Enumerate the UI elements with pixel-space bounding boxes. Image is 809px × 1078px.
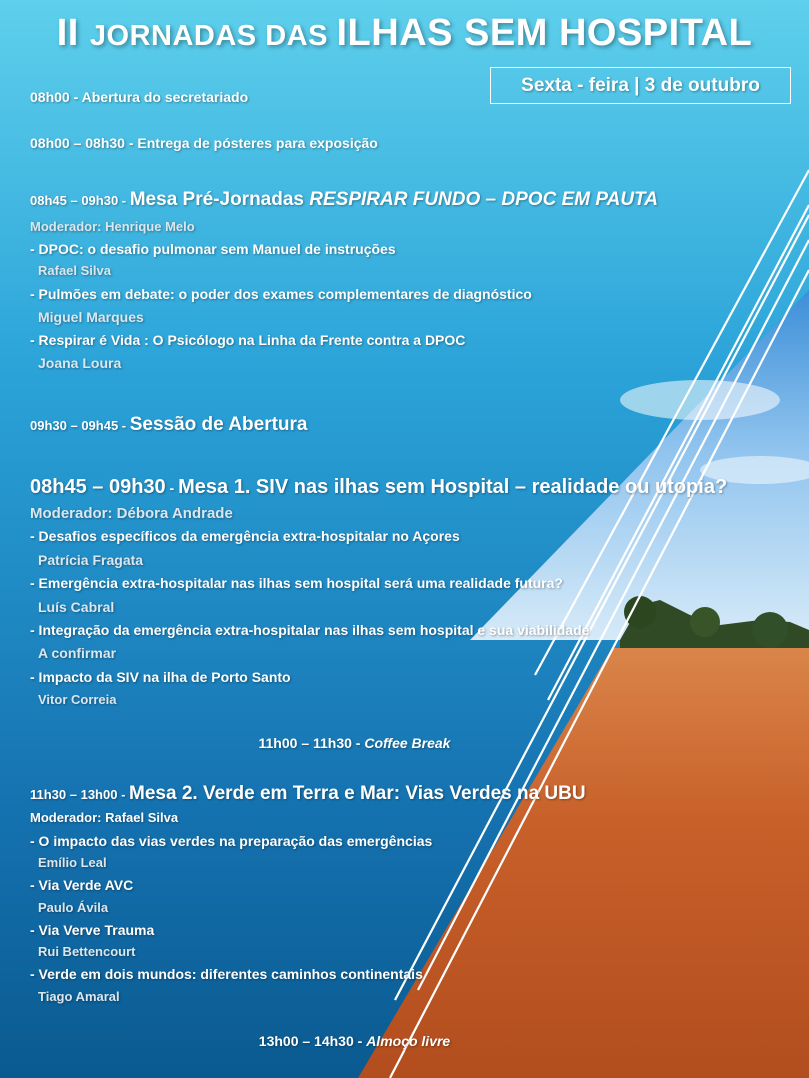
almoco-item: 13h00 – 14h30 - Almoço livre <box>258 1033 451 1049</box>
coffee-break: 11h00 – 11h30 - Coffee Break <box>258 735 451 751</box>
mesa2-talk-4: - Verde em dois mundos: diferentes caminhos continentais <box>30 966 423 982</box>
mesa1-speaker-4: Vitor Correia <box>38 692 117 707</box>
mesa1-talk-1: - Desafios específicos da emergência extra-hospitalar no Açores <box>30 528 460 544</box>
mesa1-speaker-1: Patrícia Fragata <box>38 552 144 568</box>
mesa2-talk-1: - O impacto das vias verdes na preparação das emergências <box>30 833 433 849</box>
event-title: II JORNADAS DAS ILHAS SEM HOSPITAL <box>56 12 753 54</box>
pre-speaker-3: Joana Loura <box>38 355 122 371</box>
mesa1-moderator: Moderador: Débora Andrade <box>30 505 233 522</box>
mesa2-moderator: Moderador: Rafael Silva <box>30 810 179 825</box>
mesa2-speaker-2: Paulo Ávila <box>38 900 109 915</box>
abertura-item: 09h30 – 09h45 - Sessão de Abertura <box>30 414 308 435</box>
mesa1-header: 08h45 – 09h30 - Mesa 1. SIV nas ilhas sem Hospital – realidade ou utopia? <box>30 476 728 498</box>
secretariado-item: 08h00 - Abertura do secretariado <box>30 89 249 105</box>
mesa2-talk-3: - Via Verve Trauma <box>30 922 155 938</box>
date-box: Sexta - feira | 3 de outubro <box>490 67 791 104</box>
pre-moderator: Moderador: Henrique Melo <box>30 219 195 234</box>
mesa1-talk-2: - Emergência extra-hospitalar nas ilhas sem hospital será uma realidade futura? <box>30 575 563 591</box>
pre-speaker-2: Miguel Marques <box>38 309 144 325</box>
mesa2-speaker-4: Tiago Amaral <box>38 989 120 1004</box>
pre-speaker-1: Rafael Silva <box>38 263 111 278</box>
mesa1-speaker-3: A confirmar <box>38 645 117 661</box>
mesa1-talk-4: - Impacto da SIV na ilha de Porto Santo <box>30 669 291 685</box>
mesa2-speaker-1: Emílio Leal <box>38 855 107 870</box>
mesa2-speaker-3: Rui Bettencourt <box>38 944 136 959</box>
pre-talk-3: - Respirar é Vida : O Psicólogo na Linha da Frente contra a DPOC <box>30 332 466 348</box>
pre-talk-2: - Pulmões em debate: o poder dos exames complementares de diagnóstico <box>30 286 532 302</box>
pre-talk-1: - DPOC: o desafio pulmonar sem Manuel de instruções <box>30 241 396 257</box>
posteres-item: 08h00 – 08h30 - Entrega de pósteres para exposição <box>30 135 378 151</box>
pre-jornadas-header: 08h45 – 09h30 - Mesa Pré-Jornadas RESPIRAR FUNDO – DPOC EM PAUTA <box>30 189 658 210</box>
mesa2-header: 11h30 – 13h00 - Mesa 2. Verde em Terra e Mar: Vias Verdes na UBU <box>30 783 586 804</box>
mesa1-talk-3: - Integração da emergência extra-hospitalar nas ilhas sem hospital e sua viabilidade <box>30 622 590 638</box>
mesa2-talk-2: - Via Verde AVC <box>30 877 134 893</box>
mesa1-speaker-2: Luís Cabral <box>38 599 115 615</box>
